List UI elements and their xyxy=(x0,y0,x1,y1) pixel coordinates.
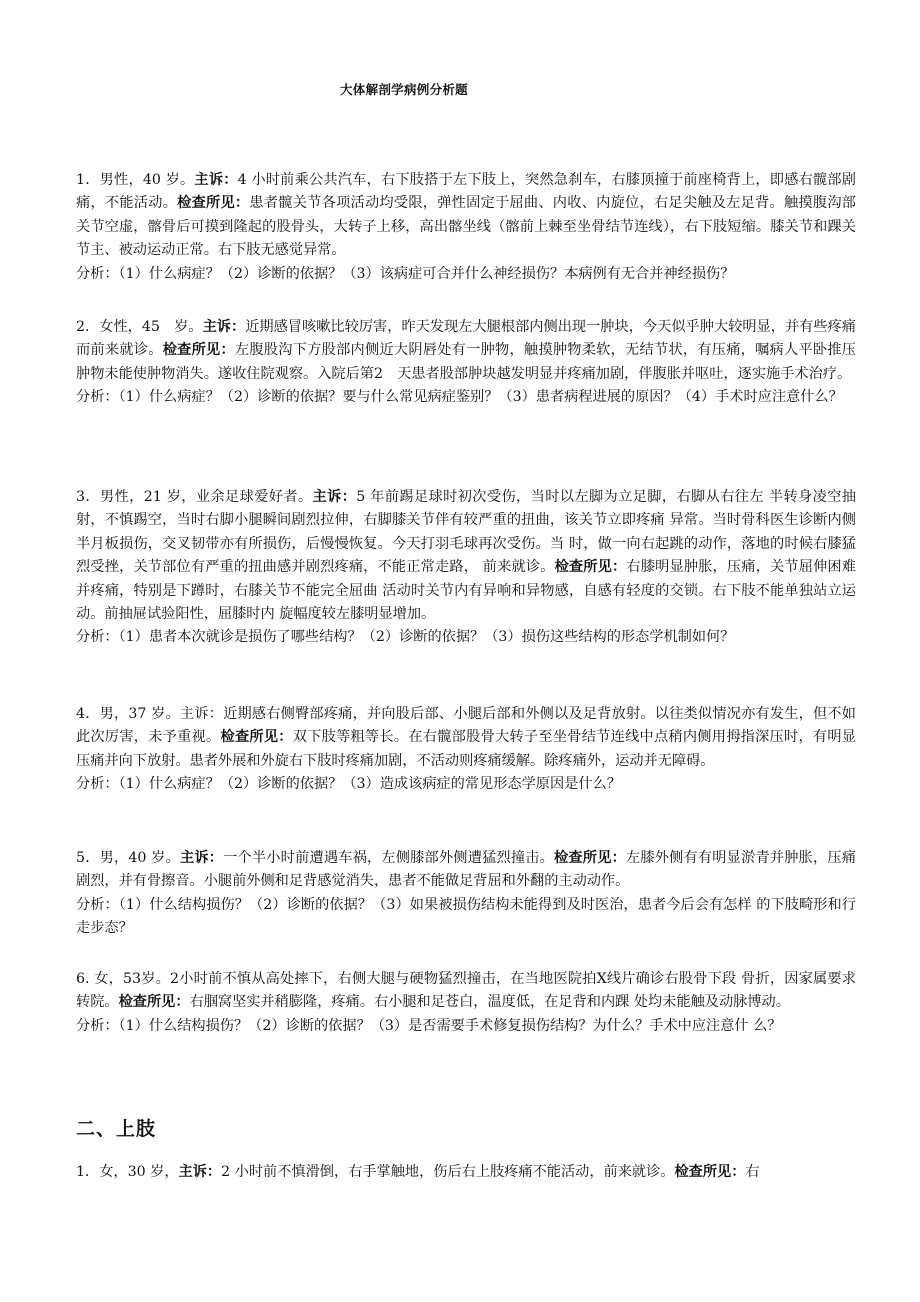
findings-text: 双下肢等粗等长。在右髋部股骨大转子至坐骨结节连线中点稍内侧用拇指深压时，有明显压痛并向下放射。患者外展和外旋右下肢时疼痛加剧，不活动则疼痛缓解。除疼痛外，运动并无障碍。 xyxy=(76,729,856,769)
case-6 xyxy=(76,968,856,1038)
case-5 xyxy=(76,847,856,941)
case-1 xyxy=(76,169,856,286)
case-4 xyxy=(76,703,856,797)
case-body xyxy=(76,486,856,626)
complaint-label: 主诉： xyxy=(194,172,238,188)
case-body xyxy=(76,703,856,773)
analysis-questions: 分析：（1）什么病症？（2）诊断的依据？要与什么常见病症鉴别？（3）患者病程进展的原因？（4）手术时应注意什么？ xyxy=(76,389,843,406)
findings-label: 检查所见： xyxy=(118,994,190,1011)
findings-text: 左腹股沟下方股部内侧近大阴唇处有一肿物，触摸肿物柔软，无结节状，有压痛，嘱病人平卧推压肿物未能使肿物消失。遂收住院观察。入院后第2 天患者股部肿块越发明显并疼痛加剧，伴腹胀并呕吐，逐实施手术治疗。 xyxy=(76,342,856,382)
complaint-text: 一个半小时前遭遇车祸，左侧膝部外侧遭猛烈撞击。 xyxy=(223,850,555,866)
findings-label: 检查所见： xyxy=(674,1164,746,1180)
findings-text: 右腘窝坚实并稍膨隆，疼痛。右小腿和足苍白，温度低，在足背和内踝 处均未能触及动脉博动。 xyxy=(189,994,790,1011)
complaint-label: 主诉： xyxy=(178,1164,222,1180)
case-lead: 5．男，40 岁。 xyxy=(76,850,180,866)
document-title: 大体解剖学病例分析题 xyxy=(339,82,468,97)
complaint-label: 主诉： xyxy=(179,850,224,866)
case-3 xyxy=(76,486,856,650)
case-body xyxy=(76,968,856,1015)
case-lead: 4．男，37 岁。主诉：近期感右侧臀部疼痛，并向股后部、小腿后部和外侧以及足背放射。以往类似情况亦有发生，但不如此次厉害，未予重视。 xyxy=(76,706,856,746)
findings-label: 检查所见： xyxy=(220,729,293,746)
case-body xyxy=(76,847,856,894)
case-lead: 1．女，30 岁， xyxy=(76,1164,179,1180)
complaint-text: 近期感冒咳嗽比较厉害，昨天发现左大腿根部内侧出现一肿块，今天似乎肿大较明显，并有些疼痛而前来就诊。 xyxy=(76,319,856,359)
case-lead: 1．男性，40 岁。 xyxy=(76,172,195,188)
findings-text: 左膝外侧有有明显淤青并肿胀，压痛剧烈，并有骨擦音。小腿前外侧和足背感觉消失，患者不能做足背屈和外翻的主动动作。 xyxy=(76,850,856,890)
complaint-text: 4 小时前乘公共汽车，右下肢搭于左下肢上，突然急刹车，右膝顶撞于前座椅背上，即感右髋部剧痛，不能活动。 xyxy=(76,172,856,212)
analysis-questions: 分析：（1）什么病症？（2）诊断的依据？（3）造成该病症的常见形态学原因是什么？ xyxy=(76,776,621,793)
case-2 xyxy=(76,316,856,410)
findings-label: 检查所见： xyxy=(554,559,627,576)
findings-text: 右 xyxy=(745,1164,760,1180)
complaint-text: 2 小时前不慎滑倒，右手掌触地，伤后右上肢疼痛不能活动，前来就诊。 xyxy=(221,1164,675,1180)
analysis-questions: 分析：（1）什么病症？（2）诊断的依据？（3）该病症可合并什么神经损伤？本病例有无合并神经损伤？ xyxy=(76,265,735,282)
findings-label: 检查所见： xyxy=(162,342,235,359)
analysis-questions: 分析：（1）患者本次就诊是损伤了哪些结构？（2）诊断的依据？（3）损伤这些结构的形态学机制如何？ xyxy=(76,629,735,646)
findings-label: 检查所见： xyxy=(554,850,626,866)
findings-text: 患者髋关节各项活动均受限，弹性固定于屈曲、内收、内旋位，右足尖触及左足背。触摸腹沟部关节空虚，髂骨后可摸到隆起的股骨头，大转子上移，高出髂坐线（髂前上棘至坐骨结节连线），右下肢短缩。膝关节和踝关节主、被动运动正常。右下肢无感觉异常。 xyxy=(76,195,856,259)
findings-text: 右膝明显肿胀，压痛，关节屈伸困难并疼痛，特别是下蹲时，右膝关节不能完全屈曲 活动时关节内有异响和异物感，自感有轻度的交锁。右下肢不能单独站立运动。前抽屉试验阳性，屈膝时内 旋幅度较左膝明显增加。 xyxy=(76,559,856,623)
case-lead: 2．女性，45 岁。 xyxy=(76,319,203,335)
complaint-text: 5 年前踢足球时初次受伤，当时以左脚为立足脚，右脚从右往左 半转身凌空抽射，不慎踢空，当时右脚小腿瞬间剧烈拉伸，右脚膝关节伴有较严重的扭曲，该关节立即疼痛 异常。当时骨科医生诊断内侧半月板损伤，交叉韧带亦有所损伤，后慢慢恢复。今天打羽毛球再次受伤。当 时，做一向右起跳的动作，落地的时候右膝猛烈受挫，关节部位有严重的扭曲感并剧烈疼痛，不能正常走路， 前来就诊。 xyxy=(76,489,856,576)
complaint-label: 主诉： xyxy=(202,319,246,335)
findings-label: 检查所见： xyxy=(177,195,250,212)
upper-limb-case-1 xyxy=(76,1161,856,1184)
section-heading-upper-limb: 二、上肢 xyxy=(76,1118,157,1140)
complaint-label: 主诉： xyxy=(312,489,357,505)
case-body xyxy=(76,169,856,263)
case-lead: 6. 女，53岁。2小时前不慎从高处摔下，右侧大腿与硬物猛烈撞击，在当地医院拍X线片确诊右股骨下段 骨折，因家属要求转院。 xyxy=(76,971,856,1011)
analysis-questions: 分析：（1）什么结构损伤？（2）诊断的依据？（3）如果被损伤结构未能得到及时医治，患者今后会有怎样 的下肢畸形和行走步态？ xyxy=(76,896,856,937)
case-body xyxy=(76,1161,856,1184)
analysis-questions: 分析：（1）什么结构损伤？（2）诊断的依据？（3）是否需要手术修复损伤结构？为什么？手术中应注意什 么？ xyxy=(76,1017,782,1034)
case-body xyxy=(76,316,856,386)
case-lead: 3．男性，21 岁，业余足球爱好者。 xyxy=(76,489,313,505)
